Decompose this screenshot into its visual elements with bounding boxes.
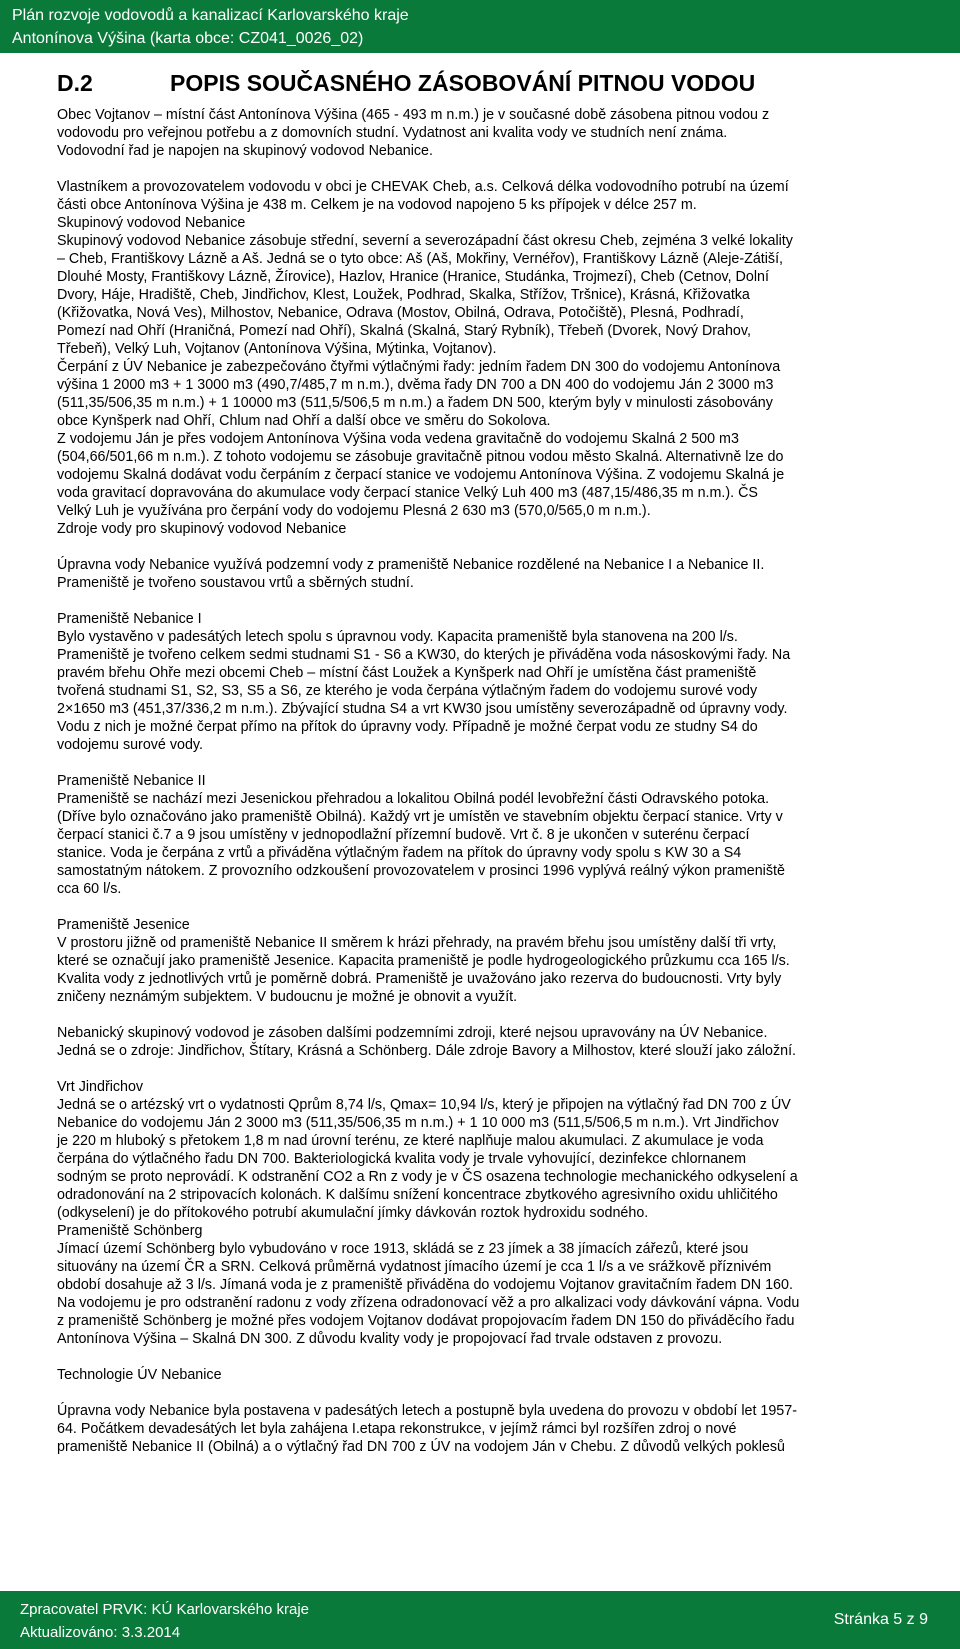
text-line: 64. Počátkem devadesátých let byla zahájena I.etapa rekonstrukce, v jejímž rámci byl rozšířen zdroj o nové [57, 1421, 737, 1437]
text-line: situovány na území ČR a SRN. Celková průměrná vydatnost jímacího území je cca 1 l/s a ve srážkově příznivém [57, 1259, 772, 1275]
text-line: vodovodu pro veřejnou potřebu a z domovních studní. Vydatnost ani kvalita vody ve studních není známa. [57, 125, 728, 141]
text-line: čerpací stanici č.7 a 9 jsou umístěny v jednopodlažní přízemní budově. Vrt č. 8 je ukončen v suterénu čerpací [57, 827, 750, 843]
text-line: (511,35/506,35 m n.m.) + 1 10000 m3 (511,5/506,5 m n.m.) a řadem DN 500, kterým byly v minulosti zásobovány [57, 395, 773, 411]
text-line: Jedná se o zdroje: Jindřichov, Štítary, Krásná a Schönberg. Dále zdroje Bavory a Milhostov, které slouží jako záložní. [57, 1043, 797, 1059]
paragraph-spacer [57, 754, 947, 772]
text-line: Prameniště se nachází mezi Jesenickou přehradou a lokalitou Obilná podél levobřežní části Odravského potoka. [57, 791, 770, 807]
text-line: odradonování na 2 stripovacích kolonách. K dalšímu snížení koncentrace zbytkového agresivního oxidu uhličitého [57, 1187, 778, 1203]
text-line: Dvory, Háje, Hradiště, Cheb, Jindřichov, Klest, Loužek, Podhrad, Skalka, Střížov, Tršnice), Krásná, Křižovatka [57, 287, 750, 303]
text-line: samostatným nátokem. Z provozního odzkoušení provozovatelem v prosinci 1996 vyplývá reálný výkon prameniště [57, 863, 785, 879]
text-line: Prameniště Nebanice II [57, 773, 206, 789]
footer-author: Zpracovatel PRVK: KÚ Karlovarského kraje [20, 1601, 310, 1618]
text-line: Prameniště Jesenice [57, 917, 190, 933]
footer-updated: Aktualizováno: 3.3.2014 [20, 1624, 181, 1641]
text-line: Na vodojemu je pro odstranění radonu z vody zřízena odradonovací věž a pro alkalizaci vody dávkování vápna. Vodu [57, 1295, 800, 1311]
paragraph-spacer [57, 592, 947, 610]
section-heading [57, 70, 755, 97]
paragraph-spacer [57, 1060, 947, 1078]
text-line: pravém břehu Ohře mezi obcemi Cheb – místní část Loužek a Kynšperk nad Ohří je umístěna část prameniště [57, 665, 757, 681]
text-line: (Křižovatka, Nová Ves), Milhostov, Nebanice, Odrava (Mostov, Obilná, Odrava, Potočiště), Plesná, Podhradí, [57, 305, 744, 321]
text-line: Vodu z nich je možné čerpat přímo na přítok do úpravny vody. Případně je možné čerpat vodu ze studny S4 do [57, 719, 758, 735]
section-number: D.2 [57, 70, 93, 96]
paragraph-spacer [57, 1006, 947, 1024]
text-line: obce Kynšperk nad Ohří, Chlum nad Ohří a další obce ve směru do Sokolova. [57, 413, 551, 429]
text-line: sodným se proto neprovádí. K odstranění CO2 a Rn z vody je v ČS osazena technologie mechanického odkyselení a [57, 1169, 798, 1185]
text-line: Antonínova Výšina – Skalná DN 300. Z důvodu kvality vody je propojovací řad trvale odstaven z provozu. [57, 1331, 723, 1347]
paragraph-spacer [57, 898, 947, 916]
text-line: Zdroje vody pro skupinový vodovod Nebanice [57, 521, 347, 537]
text-line: cca 60 l/s. [57, 881, 122, 897]
text-line: Jedná se o artézský vrt o vydatnosti Qprům 8,74 l/s, Qmax= 10,94 l/s, který je připojen na výtlačný řad DN 700 z ÚV [57, 1097, 791, 1113]
text-line: období dosahuje až 3 l/s. Jímaná voda je z prameniště přiváděna do vodojemu Vojtanov gravitačním řadem DN 160. [57, 1277, 793, 1293]
text-line: Prameniště je tvořeno celkem sedmi studnami S1 - S6 a KW30, do kterých je přiváděna voda násoskovými řady. Na [57, 647, 791, 663]
text-line: Prameniště Schönberg [57, 1223, 203, 1239]
paragraph-spacer [57, 1384, 947, 1402]
text-line: Pomezí nad Ohří (Hraničná, Pomezí nad Ohří), Skalná (Skalná, Starý Rybník), Třebeň (Dvorek, Nový Drahov, [57, 323, 751, 339]
text-line: 2×1650 m3 (451,37/336,2 m n.m.). Zbývající studna S4 a vrt KW30 jsou umístěny severozápadně od úpravny vody. [57, 701, 788, 717]
text-line: Úpravna vody Nebanice byla postavena v padesátých letech a postupně byla uvedena do provozu v období let 1957- [57, 1403, 797, 1419]
document-title: Plán rozvoje vodovodů a kanalizací Karlovarského kraje [12, 7, 409, 24]
text-line: čerpána do výtlačného řadu DN 700. Bakteriologická kvalita vody je trvale vyhovující, dezinfekce chlornanem [57, 1151, 747, 1167]
text-line: Jímací území Schönberg bylo vybudováno v roce 1913, skládá se z 23 jímek a 38 jímacích zářezů, které jsou [57, 1241, 749, 1257]
text-line: Vrt Jindřichov [57, 1079, 144, 1095]
paragraph-spacer [57, 160, 947, 178]
text-line: (odkyselení) je do přítokového potrubí akumulační jímky dávkován roztok hydroxidu sodného. [57, 1205, 649, 1221]
text-line: Technologie ÚV Nebanice [57, 1367, 222, 1383]
text-line: Prameniště Nebanice I [57, 611, 202, 627]
header-band [0, 0, 960, 53]
text-line: voda gravitací dopravována do akumulace vody čerpací stanice Velký Luh 400 m3 (487,15/486,35 m n.m.). ČS [57, 485, 758, 501]
text-line: Obec Vojtanov – místní část Antonínova Výšina (465 - 493 m n.m.) je v současné době zásobena pitnou vodou z [57, 107, 770, 123]
document-body [57, 106, 947, 1456]
text-line: Třebeň), Velký Luh, Vojtanov (Antonínova Výšina, Mýtinka, Vojtanov). [57, 341, 497, 357]
text-line: Velký Luh je využívána pro čerpání vody do vodojemu Plesná 2 630 m3 (570,0/565,0 m n.m.). [57, 503, 651, 519]
text-line: Skupinový vodovod Nebanice [57, 215, 246, 231]
text-line: (504,66/501,66 m n.m.). Z tohoto vodojemu se zásobuje gravitačně pitnou vodou město Skalná. Alternativně lze do [57, 449, 784, 465]
text-line: Nebanický skupinový vodovod je zásoben dalšími podzemními zdroji, které nejsou upravovány na ÚV Nebanice. [57, 1025, 768, 1041]
text-line: výšina 1 2000 m3 + 1 3000 m3 (490,7/485,7 m n.m.), dvěma řady DN 700 a DN 400 do vodojemu Ján 2 3000 m3 [57, 377, 774, 393]
text-line: (Dříve bylo označováno jako prameniště Obilná). Každý vrt je umístěn ve stavebním objektu čerpací stanice. Vrty v [57, 809, 783, 825]
text-line: vodojemu Skalná dodávat vodu čerpáním z čerpací stanice ve vodojemu Antonínova Výšina. Z vodojemu Skalná je [57, 467, 785, 483]
municipality-card-id: Antonínova Výšina (karta obce: CZ041_0026_02) [12, 30, 364, 47]
section-title: POPIS SOUČASNÉHO ZÁSOBOVÁNÍ PITNOU VODOU [170, 70, 756, 96]
text-line: prameniště Nebanice II (Obilná) a o výtlačný řad DN 700 z ÚV na vodojem Ján v Chebu. Z důvodů velkých poklesů [57, 1439, 785, 1455]
text-line: Skupinový vodovod Nebanice zásobuje střední, severní a severozápadní část okresu Cheb, zejména 3 velké lokality [57, 233, 793, 249]
text-line: Kvalita vody z jednotlivých vrtů je poměrně dobrá. Prameniště je uvažováno jako rezerva do budoucnosti. Vrty byly [57, 971, 782, 987]
text-line: které se označují jako prameniště Jesenice. Kapacita prameniště je podle hydrogeologického průzkumu cca 165 l/s. [57, 953, 790, 969]
paragraph-spacer [57, 1348, 947, 1366]
footer-band [0, 1591, 960, 1649]
text-line: je 220 m hluboký s přetokem 1,8 m nad úrovní terénu, ze které naplňuje malou akumulaci. Z akumulace je voda [57, 1133, 764, 1149]
text-line: Vodovodní řad je napojen na skupinový vodovod Nebanice. [57, 143, 433, 159]
text-line: – Cheb, Františkovy Lázně a Aš. Jedná se o tyto obce: Aš (Aš, Mokřiny, Vernéřov), Františkovy Lázně (Aleje-Zátiší, [57, 251, 784, 267]
paragraph-spacer [57, 538, 947, 556]
text-line: Nebanice do vodojemu Ján 2 3000 m3 (511,35/506,35 m n.m.) + 1 10 000 m3 (511,5/506,5 m n.m.). Vrt Jindřichov [57, 1115, 779, 1131]
text-line: Bylo vystavěno v padesátých letech spolu s úpravnou vody. Kapacita prameniště byla stanovena na 200 l/s. [57, 629, 738, 645]
text-line: Dlouhé Mosty, Františkovy Lázně, Žírovice), Hazlov, Hranice (Hranice, Studánka, Trojmezí), Cheb (Cetnov, Dolní [57, 269, 769, 285]
text-line: zničeny neznámým subjektem. V budoucnu je možné je obnovit a využít. [57, 989, 518, 1005]
text-line: Vlastníkem a provozovatelem vodovodu v obci je CHEVAK Cheb, a.s. Celková délka vodovodního potrubí na území [57, 179, 789, 195]
text-line: vodojemu surové vody. [57, 737, 203, 753]
text-line: tvořená studnami S1, S2, S3, S5 a S6, ze kterého je voda čerpána výtlačným řadem do vodojemu surové vody [57, 683, 758, 699]
text-line: Čerpání z ÚV Nebanice je zabezpečováno čtyřmi výtlačnými řady: jedním řadem DN 300 do vodojemu Antonínova [57, 359, 781, 375]
text-line: části obce Antonínova Výšina je 438 m. Celkem je na vodovod napojeno 5 ks přípojek v délce 257 m. [57, 197, 697, 213]
text-line: z prameniště Schönberg je možné přes vodojem Vojtanov dodávat propojovacím řadem DN 150 do přiváděcího řadu [57, 1313, 795, 1329]
text-line: Úpravna vody Nebanice využívá podzemní vody z prameniště Nebanice rozdělené na Nebanice I a Nebanice II. [57, 557, 765, 573]
text-line: V prostoru jižně od prameniště Nebanice II směrem k hrázi přehrady, na pravém břehu jsou umístěny další tři vrty, [57, 935, 777, 951]
page-number: Stránka 5 z 9 [833, 1611, 928, 1628]
text-line: Z vodojemu Ján je přes vodojem Antonínova Výšina voda vedena gravitačně do vodojemu Skalná 2 500 m3 [57, 431, 739, 447]
text-line: Prameniště je tvořeno soustavou vrtů a sběrných studní. [57, 575, 414, 591]
text-line: stanice. Voda je čerpána z vrtů a přiváděna výtlačným řadem na přítok do úpravny vody spolu s KW 30 a S4 [57, 845, 742, 861]
